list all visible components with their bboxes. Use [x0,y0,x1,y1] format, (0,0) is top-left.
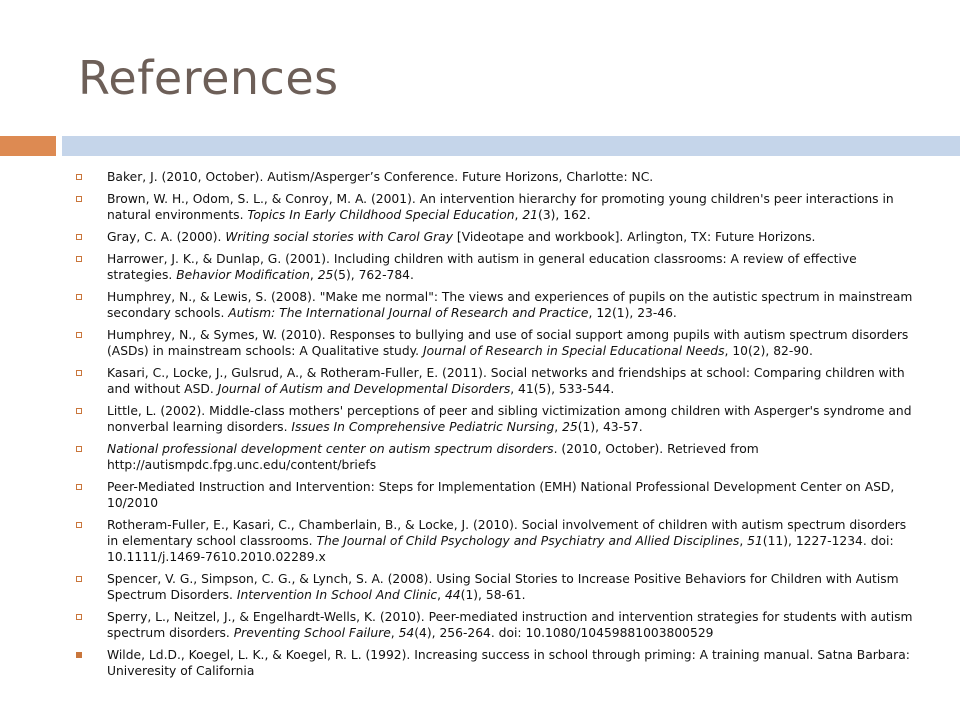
reference-text [107,571,916,603]
reference-italic-segment: Journal of Autism and Developmental Disorders [217,382,511,396]
reference-italic-segment: Writing social stories with Carol Gray [225,230,453,244]
reference-item [76,229,916,245]
reference-segment: (4), 256-264. doi: 10.1080/10459881003800529 [414,626,714,640]
reference-italic-segment: Issues In Comprehensive Pediatric Nursing [291,420,555,434]
accent-bar-right [62,136,960,156]
bullet-icon [76,576,82,582]
reference-text [107,169,916,185]
reference-italic-segment: 25 [562,420,578,434]
bullet-icon [76,408,82,414]
reference-item [76,479,916,511]
reference-text [107,229,916,245]
reference-text [107,441,916,473]
reference-item [76,169,916,185]
reference-item [76,517,916,565]
reference-text [107,251,916,283]
reference-italic-segment: 51 [747,534,763,548]
reference-segment: Harrower, J. K., & Dunlap, G. (2001). Including children with autism in general education classrooms: A review of effective strategies. [107,252,857,282]
reference-segment: , [514,208,523,222]
reference-item [76,251,916,283]
reference-segment: , 10(2), 82-90. [724,344,813,358]
reference-text [107,647,916,679]
reference-italic-segment: Behavior Modification [176,268,310,282]
reference-segment: . (2010, October). Retrieved from http://autismpdc.fpg.unc.edu/content/briefs [107,442,759,472]
bullet-icon [76,196,82,202]
reference-segment: [Videotape and workbook]. Arlington, TX: Future Horizons. [453,230,816,244]
reference-text [107,479,916,511]
reference-segment: Kasari, C., Locke, J., Gulsrud, A., & Rotheram-Fuller, E. (2011). Social networks and friendships at school: Comparing children with and without ASD. [107,366,905,396]
reference-segment: Brown, W. H., Odom, S. L., & Conroy, M. A. (2001). An intervention hierarchy for promoting young children's peer interactions in natural environments. [107,192,894,222]
reference-list [76,169,916,685]
bullet-icon [76,332,82,338]
bullet-icon [76,370,82,376]
reference-item [76,609,916,641]
reference-segment: Sperry, L., Neitzel, J., & Engelhardt-Wells, K. (2010). Peer-mediated instruction and intervention strategies for students with autism spectrum disorders. [107,610,913,640]
reference-text [107,365,916,397]
bullet-icon [76,234,82,240]
reference-segment: Gray, C. A. (2000). [107,230,226,244]
accent-bar-left [0,136,56,156]
reference-italic-segment: Autism: The International Journal of Research and Practice [228,306,589,320]
bullet-icon [76,652,82,658]
reference-segment: (1), 58-61. [460,588,526,602]
reference-segment: (1), 43-57. [577,420,643,434]
reference-item [76,365,916,397]
reference-item [76,191,916,223]
reference-text [107,327,916,359]
reference-text [107,289,916,321]
reference-segment: Little, L. (2002). Middle-class mothers' perceptions of peer and sibling victimization among children with Asperger's syndrome and nonverbal learning disorders. [107,404,912,434]
reference-segment: , [739,534,748,548]
reference-segment: Peer-Mediated Instruction and Intervention: Steps for Implementation (EMH) National Professional Development Center on ASD, 10/2010 [107,480,895,510]
reference-segment: , [554,420,563,434]
reference-item [76,403,916,435]
reference-text [107,191,916,223]
reference-segment: Humphrey, N., & Symes, W. (2010). Responses to bullying and use of social support among pupils with autism spectrum disorders (ASDs) in mainstream schools: A Qualitative study. [107,328,909,358]
reference-item [76,327,916,359]
reference-italic-segment: 25 [317,268,334,282]
reference-segment: Baker, J. (2010, October). Autism/Asperger’s Conference. Future Horizons, Charlotte: NC. [107,170,654,184]
reference-segment: , [309,268,318,282]
reference-segment: , 12(1), 23-46. [588,306,677,320]
reference-italic-segment: 21 [522,208,539,222]
reference-segment: Wilde, Ld.D., Koegel, L. K., & Koegel, R. L. (1992). Increasing success in school through priming: A training manual. Satna Barbara: Univeresity of California [107,648,910,678]
reference-italic-segment: Topics In Early Childhood Special Education [247,208,515,222]
reference-segment: Rotheram-Fuller, E., Kasari, C., Chamberlain, B., & Locke, J. (2010). Social involvement of children with autism spectrum disorders in elementary school classrooms. [107,518,907,548]
bullet-icon [76,256,82,262]
reference-item [76,647,916,679]
bullet-icon [76,294,82,300]
reference-segment: Humphrey, N., & Lewis, S. (2008). "Make me normal": The views and experiences of pupils on the autistic spectrum in mainstream secondary schools. [107,290,913,320]
reference-segment: , 41(5), 533-544. [510,382,615,396]
bullet-icon [76,522,82,528]
reference-text [107,517,916,565]
reference-italic-segment: The Journal of Child Psychology and Psychiatry and Allied Disciplines [316,534,740,548]
reference-segment: (5), 762-784. [333,268,414,282]
reference-italic-segment: Preventing School Failure [233,626,391,640]
reference-italic-segment: 44 [444,588,461,602]
reference-italic-segment: 54 [398,626,415,640]
reference-segment: (3), 162. [538,208,591,222]
bullet-icon [76,446,82,452]
reference-item [76,289,916,321]
reference-text [107,609,916,641]
reference-text [107,403,916,435]
reference-segment: (11), 1227-1234. doi: 10.1111/j.1469-7610.2010.02289.x [107,534,894,564]
slide-title: References [78,51,339,105]
bullet-icon [76,484,82,490]
reference-italic-segment: National professional development center on autism spectrum disorders [107,442,554,456]
bullet-icon [76,614,82,620]
reference-italic-segment: Journal of Research in Special Educational Needs [423,344,725,358]
reference-italic-segment: Intervention In School And Clinic [236,588,438,602]
reference-item [76,441,916,473]
reference-item [76,571,916,603]
bullet-icon [76,174,82,180]
reference-segment: Spencer, V. G., Simpson, C. G., & Lynch, S. A. (2008). Using Social Stories to Increase Positive Behaviors for Children with Autism Spectrum Disorders. [107,572,899,602]
reference-segment: , [390,626,399,640]
reference-segment: , [437,588,445,602]
